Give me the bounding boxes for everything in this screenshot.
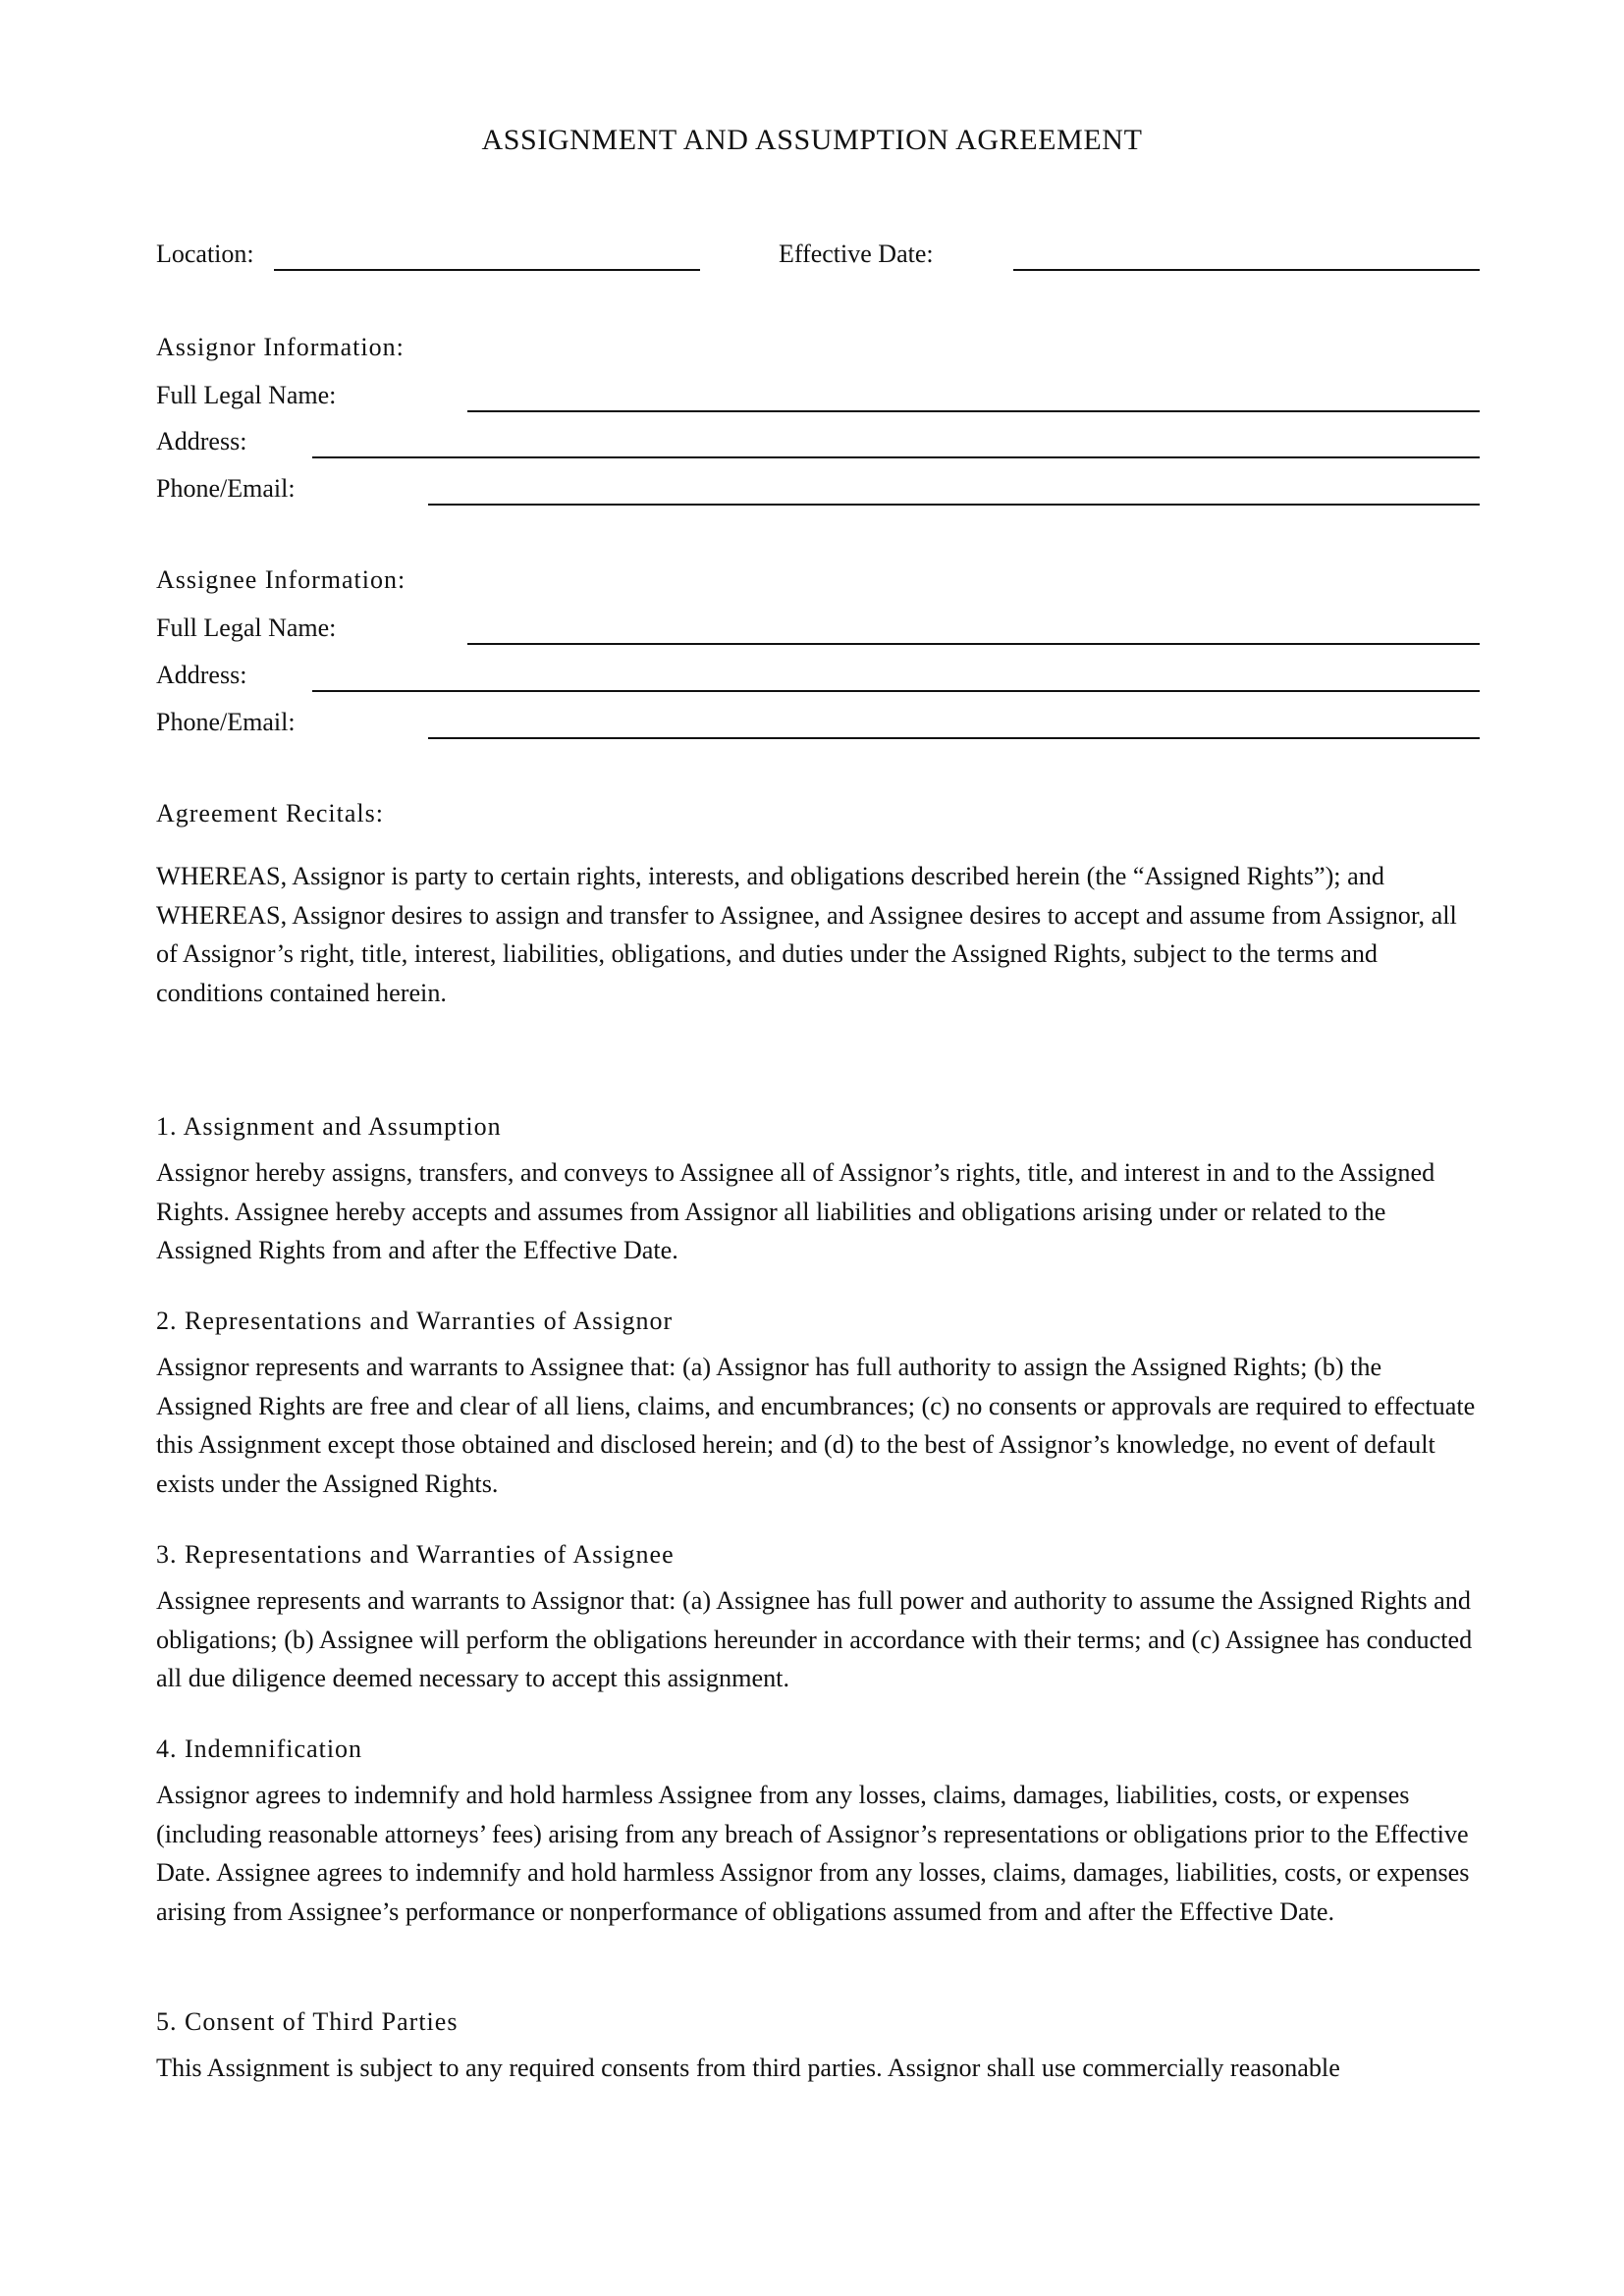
assignee-contact-field[interactable] [428,737,1480,739]
section-1-text: Assignor hereby assigns, transfers, and conveys to Assignee all of Assignor’s rights, title, and interest in and to the Assigned Rights. Assignee hereby accepts and assumes from Assignor all liabilities and obligations arising under or related to the Assigned Rights from and after the Effective Date. [156,1158,1435,1264]
effective-date-label: Effective Date: [779,240,934,268]
assignor-contact-field[interactable] [428,504,1480,506]
section-2-heading: 2. Representations and Warranties of Assignor [156,1307,674,1335]
assignee-address-label: Address: [156,661,247,689]
section-2-text: Assignor represents and warrants to Assignee that: (a) Assignor has full authority to assign the Assigned Rights; (b) the Assigned Rights are free and clear of all liens, claims, and encumbrances; (c) no consents or approvals are required to effectuate this Assignment except those obtained and disclosed herein; and (d) to the best of Assignor’s knowledge, no event of default exists under the Assigned Rights. [156,1353,1476,1498]
effective-date-field[interactable] [1013,269,1480,271]
assignor-contact-label: Phone/Email: [156,474,296,503]
section-5-heading: 5. Consent of Third Parties [156,2007,459,2036]
section-5-text: This Assignment is subject to any required consents from third parties. Assignor shall use commercially reasonable [156,2054,1340,2082]
assignee-address-field[interactable] [312,690,1480,692]
section-1-heading: 1. Assignment and Assumption [156,1112,502,1141]
assignee-name-field[interactable] [467,643,1480,645]
recitals-heading: Agreement Recitals: [156,799,384,828]
assignor-name-field[interactable] [467,410,1480,412]
recitals-text: WHEREAS, Assignor is party to certain rights, interests, and obligations described herein (the “Assigned Rights”); and WHEREAS, Assignor desires to assign and transfer to Assignee, and Assignee desires to accept and assume from Assignor, all of Assignor’s right, title, interest, liabilities, obligations, and duties under the Assigned Rights, subject to the terms and conditions contained herein. [156,862,1457,1007]
section-3-text: Assignee represents and warrants to Assignor that: (a) Assignee has full power and authority to assume the Assigned Rights and obligations; (b) Assignee will perform the obligations hereunder in accordance with their terms; and (c) Assignee has conducted all due diligence deemed necessary to accept this assignment. [156,1586,1473,1692]
assignor-name-label: Full Legal Name: [156,381,337,409]
assignee-heading: Assignee Information: [156,565,406,594]
assignor-heading: Assignor Information: [156,333,405,361]
location-field[interactable] [274,269,700,271]
section-4-heading: 4. Indemnification [156,1735,363,1763]
assignor-address-label: Address: [156,427,247,455]
assignor-address-field[interactable] [312,456,1480,458]
section-4-text: Assignor agrees to indemnify and hold harmless Assignee from any losses, claims, damages, liabilities, costs, or expenses (including reasonable attorneys’ fees) arising from any breach of Assignor’s representations or obligations prior to the Effective Date. Assignee agrees to indemnify and hold harmless Assignor from any losses, claims, damages, liabilities, costs, or expenses arising from Assignee’s performance or nonperformance of obligations assumed from and after the Effective Date. [156,1781,1470,1926]
assignee-name-label: Full Legal Name: [156,614,337,642]
section-3-heading: 3. Representations and Warranties of Assignee [156,1540,675,1569]
location-label: Location: [156,240,254,268]
document-title: ASSIGNMENT AND ASSUMPTION AGREEMENT [481,124,1143,156]
assignee-contact-label: Phone/Email: [156,708,296,736]
